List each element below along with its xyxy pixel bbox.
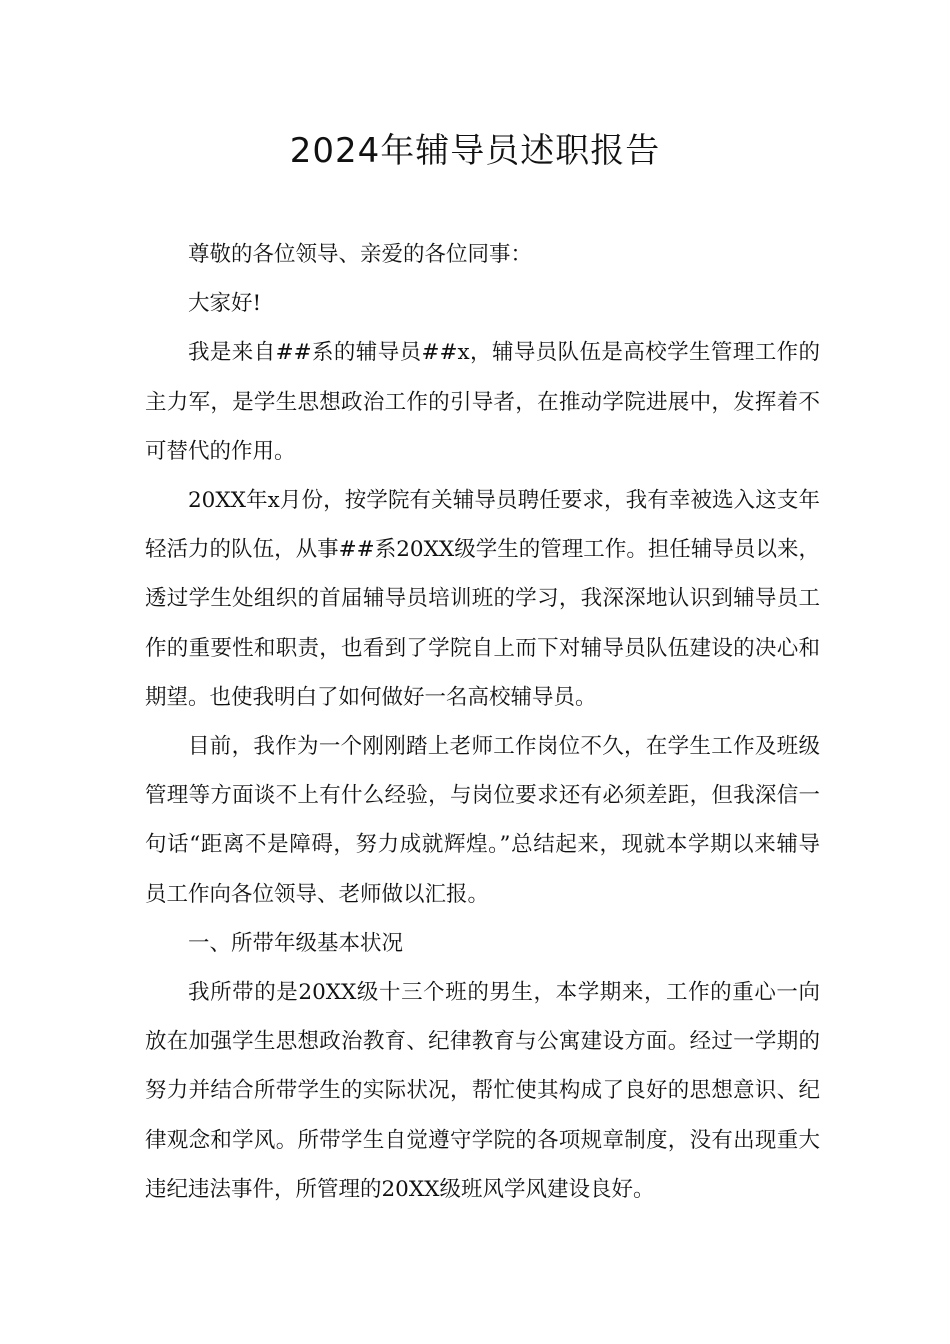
salutation: 尊敬的各位领导、亲爱的各位同事：	[188, 242, 533, 267]
paragraph-summary: 目前，我作为一个刚刚踏上老师工作岗位不久，在学生工作及班级管理等方面谈不上有什么经验，与岗位要求还有必须差距，但我深信一句话“距离不是障碍，努力成就辉煌。”总结起来，现就本学期以来辅导员工作向各位领导、老师做以汇报。	[145, 734, 820, 907]
paragraph-grade-status: 我所带的是20XX级十三个班的男生，本学期来，工作的重心一向放在加强学生思想政治教育、纪律教育与公寓建设方面。经过一学期的努力并结合所带学生的实际状况，帮忙使其构成了良好的思想意识、纪律观念和学风。所带学生自觉遵守学院的各项规章制度，没有出现重大违纪违法事件，所管理的20XX级班风学风建设良好。	[145, 980, 820, 1202]
section-heading-1: 一、所带年级基本状况	[188, 930, 404, 956]
paragraph-appointment: 20XX年x月份，按学院有关辅导员聘任要求，我有幸被选入这支年轻活力的队伍，从事##系20XX级学生的管理工作。担任辅导员以来，透过学生处组织的首届辅导员培训班的学习，我深深地认识到辅导员工作的重要性和职责，也看到了学院自上而下对辅导员队伍建设的决心和期望。也使我明白了如何做好一名高校辅导员。	[145, 488, 820, 710]
greeting: 大家好!	[188, 291, 262, 317]
document-title: 2024年辅导员述职报告	[289, 131, 661, 171]
paragraph-introduction: 我是来自##系的辅导员##x，辅导员队伍是高校学生管理工作的主力军，是学生思想政治工作的引导者，在推动学院进展中，发挥着不可替代的作用。	[145, 340, 820, 464]
document-body	[145, 230, 820, 1214]
